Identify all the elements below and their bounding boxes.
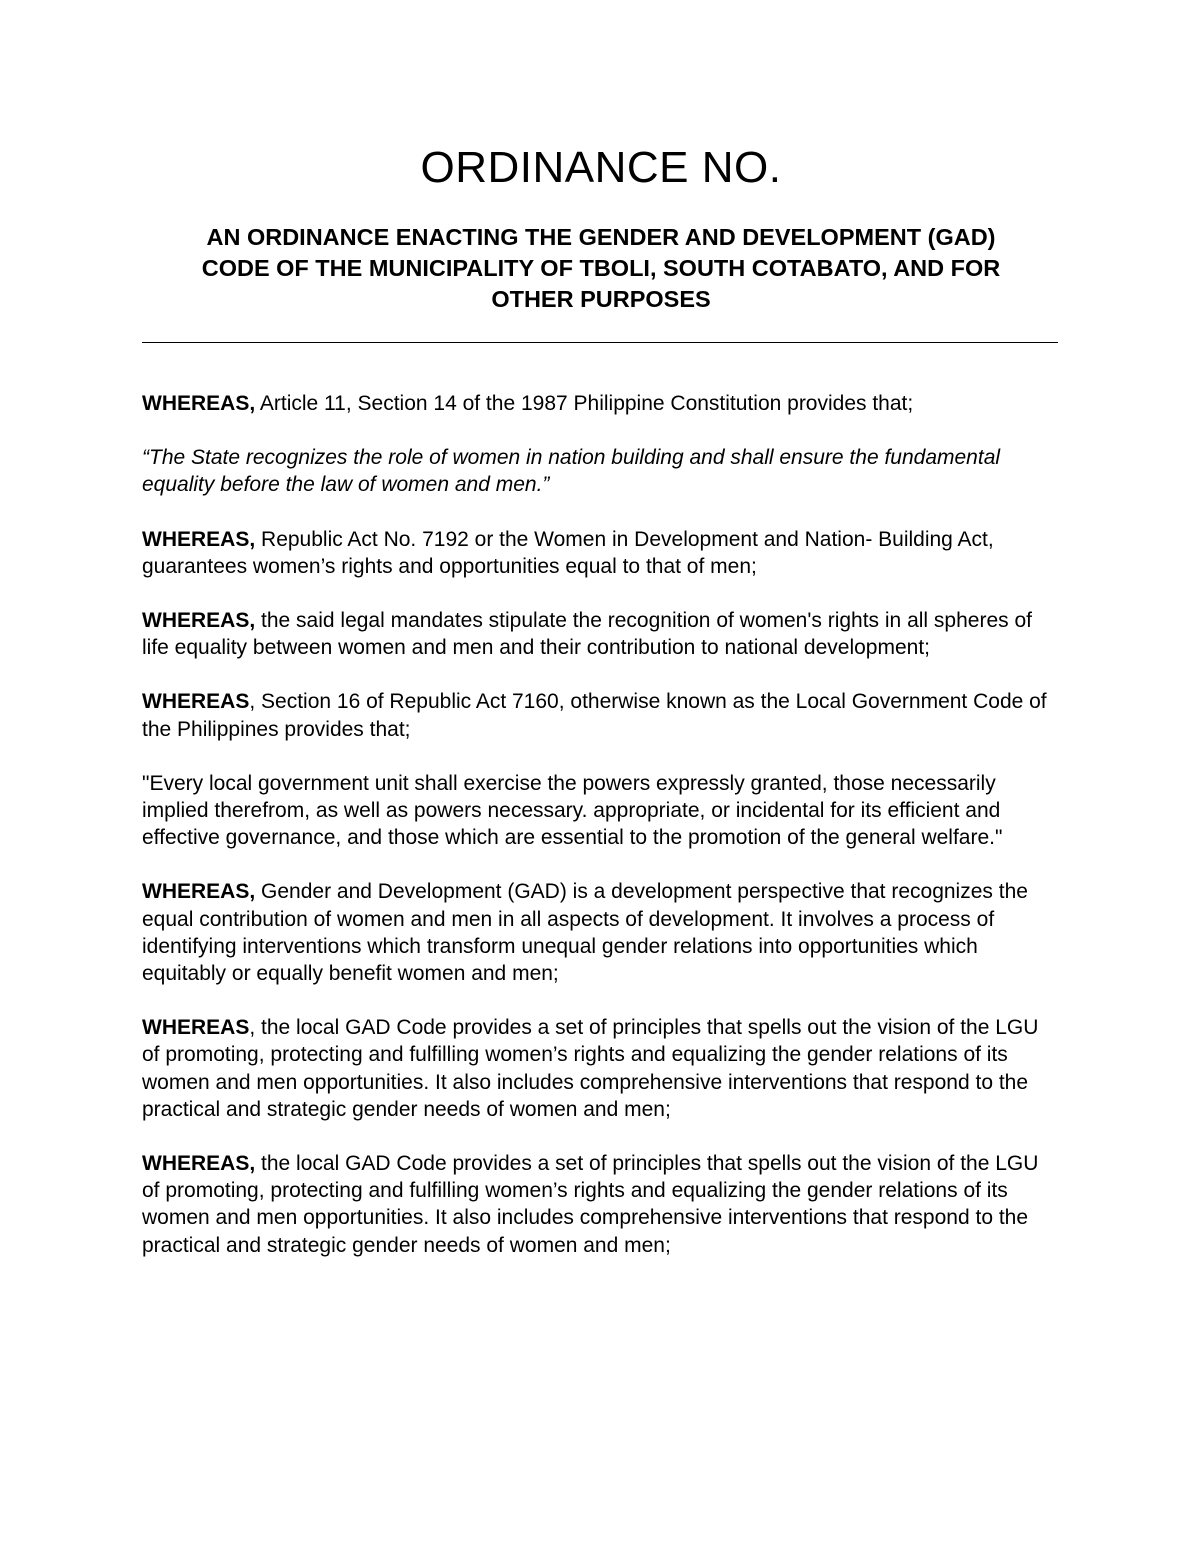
whereas-label: WHEREAS,	[142, 392, 256, 415]
paragraph-text: Gender and Development (GAD) is a development perspective that recognizes the equal contribution of women and men in all aspects of development. It involves a process of identifying interventions which transform unequal gender relations into opportunities which equitably or equally benefit women and men;	[142, 880, 1028, 986]
ordinance-subtitle	[142, 222, 1060, 315]
subtitle-line: AN ORDINANCE ENACTING THE GENDER AND DEVELOPMENT (GAD)	[206, 224, 996, 250]
whereas-paragraph	[142, 878, 1060, 987]
lgc-quote	[142, 770, 1060, 852]
whereas-label: WHEREAS,	[142, 1152, 256, 1176]
paragraph-text: “The State recognizes the role of women in nation building and shall ensure the fundamental equality before the law of women and men.”	[142, 446, 1001, 497]
paragraph-text: , Section 16 of Republic Act 7160, otherwise known as the Local Government Code of the Philippines provides that;	[142, 690, 1047, 741]
whereas-paragraph	[142, 390, 1060, 417]
paragraph-text: "Every local government unit shall exercise the powers expressly granted, those necessarily implied therefrom, as well as powers necessary. appropriate, or incidental for its efficient and effective governance, and those which are essential to the promotion of the general welfare."	[142, 771, 1003, 850]
whereas-label: WHEREAS	[142, 1016, 250, 1040]
subtitle-line: CODE OF THE MUNICIPALITY OF TBOLI, SOUTH COTABATO, AND FOR	[201, 255, 1001, 281]
document-page	[142, 138, 1060, 1286]
whereas-label: WHEREAS,	[142, 527, 256, 551]
ordinance-title: ORDINANCE NO.	[420, 143, 782, 192]
constitution-quote	[142, 444, 1060, 498]
subtitle-line: OTHER PURPOSES	[491, 286, 711, 312]
whereas-paragraph	[142, 607, 1060, 661]
whereas-paragraph	[142, 1014, 1060, 1123]
whereas-label: WHEREAS,	[142, 609, 256, 633]
paragraph-text: the local GAD Code provides a set of principles that spells out the vision of the LGU of promoting, protecting and fulfilling women’s rights and equalizing the gender relations of its women and men opportunities. It also includes comprehensive interventions that respond to the practical and strategic gender needs of women and men;	[142, 1152, 1039, 1257]
horizontal-rule	[142, 342, 1058, 343]
whereas-paragraph	[142, 526, 1060, 580]
whereas-label: WHEREAS,	[142, 880, 256, 904]
whereas-paragraph	[142, 1150, 1060, 1259]
document-body	[142, 390, 1060, 1259]
whereas-label: WHEREAS	[142, 690, 250, 714]
paragraph-text: Republic Act No. 7192 or the Women in Development and Nation- Building Act, guarantees women’s rights and opportunities equal to that of men;	[142, 527, 994, 578]
paragraph-text: the said legal mandates stipulate the recognition of women's rights in all spheres of life equality between women and men and their contribution to national development;	[142, 609, 1032, 660]
paragraph-text: Article 11, Section 14 of the 1987 Philippine Constitution provides that;	[255, 392, 914, 415]
paragraph-text: , the local GAD Code provides a set of principles that spells out the vision of the LGU of promoting, protecting and fulfilling women’s rights and equalizing the gender relations of its women and men opportunities. It also includes comprehensive interventions that respond to the practical and strategic gender needs of women and men;	[142, 1016, 1039, 1121]
whereas-paragraph	[142, 688, 1060, 742]
